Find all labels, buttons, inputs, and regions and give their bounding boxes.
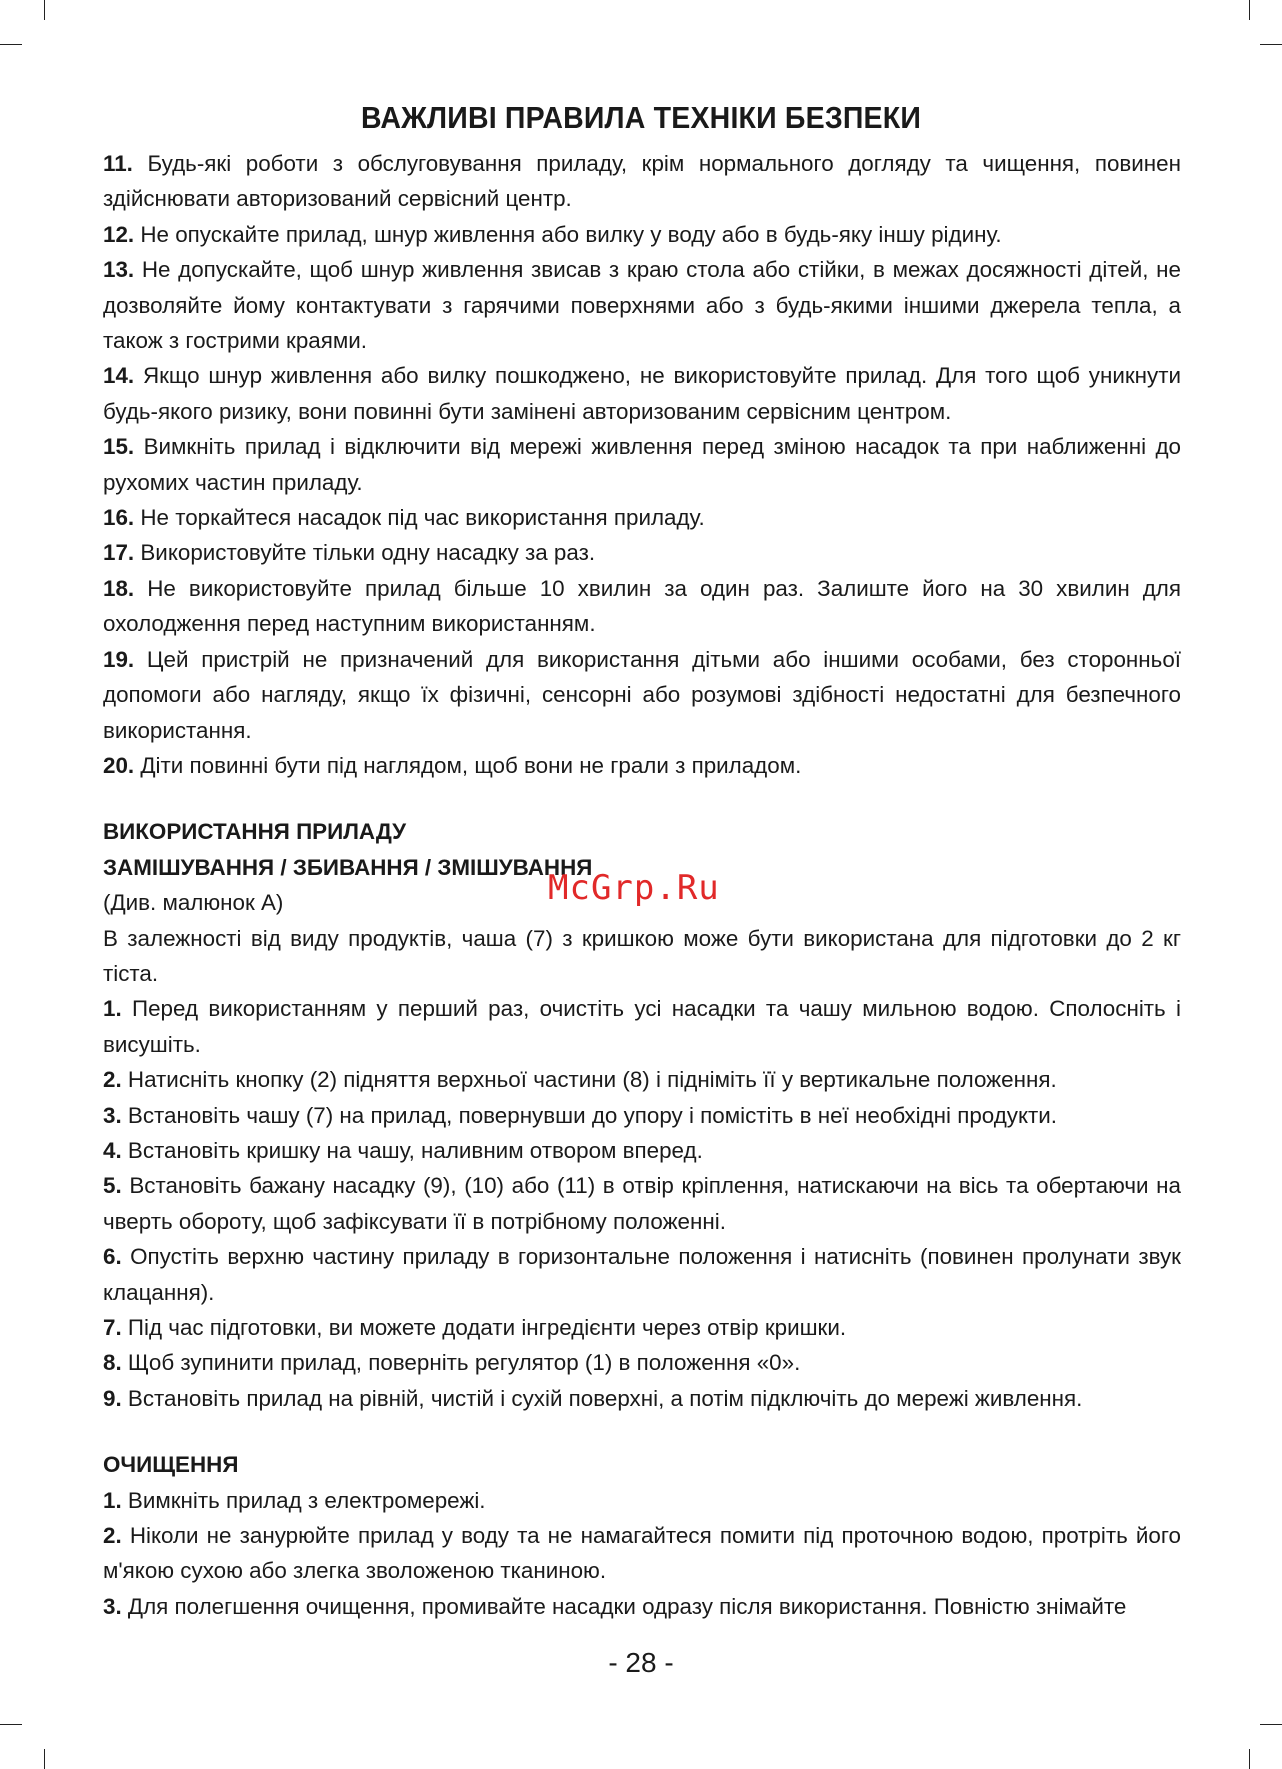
item-text: Використовуйте тільки одну насадку за раз. xyxy=(140,540,596,566)
section-heading: ОЧИЩЕННЯ xyxy=(103,1452,239,1478)
item-number: 12. xyxy=(103,221,135,247)
item-text: Для полегшення очищення, промивайте насадки одразу після використання. Повністю знімайте xyxy=(127,1593,1127,1619)
list-item xyxy=(103,1168,1181,1239)
item-text: Перед використанням у перший раз, очистіть усі насадки та чашу мильною водою. Сполосніть і висушіть. xyxy=(103,996,1181,1057)
watermark: McGrp.Ru xyxy=(548,868,720,908)
item-text: Ніколи не занурюйте прилад у воду та не намагайтеся помити під проточною водою, протріть його м'якою сухою або злегка зволоженою тканиною. xyxy=(103,1523,1181,1584)
crop-mark xyxy=(44,0,45,20)
item-text: Вимкніть прилад і відключити від мережі живлення перед зміною насадок та при наближенні до рухомих частин приладу. xyxy=(103,434,1181,495)
list-item xyxy=(103,1098,1181,1133)
list-item xyxy=(103,358,1181,429)
item-number: 3. xyxy=(103,1102,122,1128)
crop-mark xyxy=(0,44,22,45)
item-number: 7. xyxy=(103,1315,122,1340)
list-item xyxy=(103,1310,1181,1345)
item-text: Натисніть кнопку (2) підняття верхньої частини (8) і підніміть її у вертикальне положення. xyxy=(127,1067,1057,1093)
item-number: 1. xyxy=(103,1487,122,1513)
item-number: 16. xyxy=(103,505,135,531)
section-heading: ВИКОРИСТАННЯ ПРИЛАДУ xyxy=(103,819,407,845)
cleaning-section xyxy=(103,1447,1181,1624)
list-item xyxy=(103,748,1181,783)
item-text: Вимкніть прилад з електромережі. xyxy=(127,1487,486,1513)
list-item xyxy=(103,642,1181,748)
item-text: Опустіть верхню частину приладу в горизонтальне положення і натисніть (повинен пролунати звук клацання). xyxy=(103,1244,1181,1305)
item-number: 8. xyxy=(103,1350,122,1376)
crop-mark xyxy=(1260,1724,1282,1725)
item-number: 3. xyxy=(103,1593,122,1619)
intro-paragraph: В залежності від виду продуктів, чаша (7) з кришкою може бути використана для підготовки до 2 кг тіста. xyxy=(103,925,1181,986)
item-text: Діти повинні бути під наглядом, щоб вони не грали з приладом. xyxy=(140,752,802,778)
list-item xyxy=(103,1345,1181,1380)
item-text: Встановіть чашу (7) на прилад, повернувши до упору і помістіть в неї необхідні продукти. xyxy=(127,1102,1058,1128)
item-text: Цей пристрій не призначений для використання дітьми або іншими особами, без сторонньої допомоги або нагляду, якщо їх фізичні, сенсорні або розумові здібності недостатні для безпечного використання. xyxy=(103,646,1181,743)
list-item xyxy=(103,991,1181,1062)
item-number: 19. xyxy=(103,646,135,672)
item-text: Встановіть кришку на чашу, наливним отвором вперед. xyxy=(127,1137,703,1163)
crop-mark xyxy=(1249,1749,1250,1769)
item-number: 18. xyxy=(103,575,135,601)
item-text: Не опускайте прилад, шнур живлення або вилку у воду або в будь-яку іншу рідину. xyxy=(140,221,1002,247)
item-number: 1. xyxy=(103,996,122,1022)
section-subheading: ЗАМІШУВАННЯ / ЗБИВАННЯ / ЗМІШУВАННЯ xyxy=(103,854,593,880)
crop-mark xyxy=(44,1749,45,1769)
item-text: Якщо шнур живлення або вилку пошкоджено, не використовуйте прилад. Для того щоб уникнути будь-якого ризику, вони повинні бути замінені авторизованим сервісним центром. xyxy=(103,363,1181,424)
item-number: 15. xyxy=(103,434,135,460)
item-number: 14. xyxy=(103,363,135,389)
item-text: Будь-які роботи з обслуговування приладу, крім нормального догляду та чищення, повинен здійснювати авторизований сервісний центр. xyxy=(103,151,1181,212)
list-item xyxy=(103,146,1181,217)
safety-rules-list xyxy=(103,146,1181,783)
item-number: 17. xyxy=(103,540,135,566)
section-gap xyxy=(103,783,1181,814)
crop-mark xyxy=(1260,44,1282,45)
item-number: 2. xyxy=(103,1523,122,1549)
item-text: Встановіть бажану насадку (9), (10) або (11) в отвір кріплення, натискаючи на вісь та обертаючи на чверть обороту, щоб зафіксувати її в потрібному положенні. xyxy=(103,1173,1181,1234)
item-text: Не допускайте, щоб шнур живлення звисав з краю стола або стійки, в межах досяжності дітей, не дозволяйте йому контактувати з гарячими поверхнями або з будь-якими іншими джерела тепла, а також з гострими краями. xyxy=(103,257,1181,354)
item-text: Щоб зупинити прилад, поверніть регулятор (1) в положення «0». xyxy=(127,1350,801,1376)
list-item xyxy=(103,571,1181,642)
item-number: 6. xyxy=(103,1244,122,1270)
item-number: 11. xyxy=(103,151,133,176)
list-item xyxy=(103,252,1181,358)
list-item xyxy=(103,217,1181,252)
list-item xyxy=(103,1518,1181,1589)
list-item xyxy=(103,500,1181,535)
item-text: Встановіть прилад на рівній, чистій і сухій поверхні, а потім підключіть до мережі живлення. xyxy=(127,1385,1083,1411)
page-number: - 28 - xyxy=(608,1647,674,1678)
list-item xyxy=(103,1133,1181,1168)
section-gap xyxy=(103,1416,1181,1447)
figure-reference: (Див. малюнок А) xyxy=(103,890,284,916)
item-number: 2. xyxy=(103,1067,122,1093)
item-text: Під час підготовки, ви можете додати інгредієнти через отвір кришки. xyxy=(127,1315,847,1340)
item-number: 9. xyxy=(103,1385,122,1411)
list-item xyxy=(103,1381,1181,1416)
page-title: ВАЖЛИВІ ПРАВИЛА ТЕХНІКИ БЕЗПЕКИ xyxy=(360,100,922,135)
item-text: Не використовуйте прилад більше 10 хвилин за один раз. Залиште його на 30 хвилин для охолодження перед наступним використанням. xyxy=(103,575,1181,637)
item-number: 4. xyxy=(103,1137,122,1163)
list-item xyxy=(103,1239,1181,1310)
list-item xyxy=(103,1589,1181,1624)
item-number: 5. xyxy=(103,1173,122,1199)
item-number: 20. xyxy=(103,752,135,778)
item-number: 13. xyxy=(103,257,135,283)
list-item xyxy=(103,1062,1181,1097)
list-item xyxy=(103,535,1181,570)
list-item xyxy=(103,1483,1181,1518)
list-item xyxy=(103,429,1181,500)
crop-mark xyxy=(0,1724,22,1725)
crop-mark xyxy=(1249,0,1250,20)
item-text: Не торкайтеся насадок під час використання приладу. xyxy=(140,505,705,531)
